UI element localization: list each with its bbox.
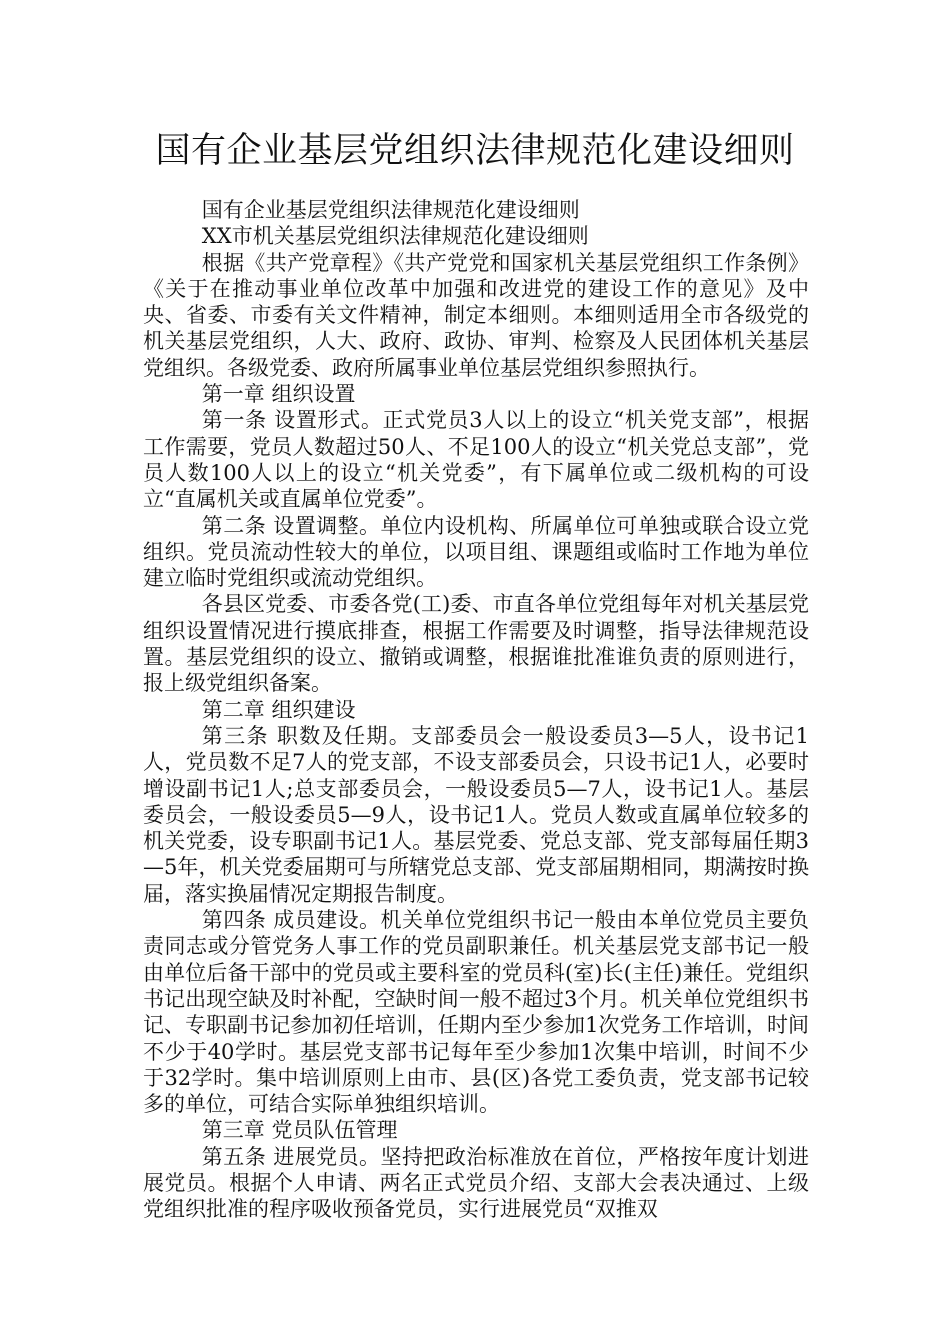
article-5: 第五条 进展党员。坚持把政治标准放在首位，严格按年度计划进展党员。根据个人申请、两名正式党员介绍、支部大会表决通过、上级党组织批准的程序吸收预备党员，实行进展党员“双推双 <box>143 1144 809 1222</box>
article-2-continued: 各县区党委、市委各党(工)委、市直各单位党组每年对机关基层党组织设置情况进行摸底排查，根据工作需要及时调整，指导法律规范设置。基层党组织的设立、撤销或调整，根据谁批准谁负责的原则进行，报上级党组织备案。 <box>143 592 809 696</box>
article-3: 第三条 职数及任期。支部委员会一般设委员3—5人，设书记1人，党员数不足7人的党支部，不设支部委员会，只设书记1人，必要时增设副书记1人;总支部委员会，一般设委员5—7人，设书记1人。基层委员会，一般设委员5—9人，设书记1人。党员人数或直属单位较多的机关党委，设专职副书记1人。基层党委、党总支部、党支部每届任期3—5年，机关党委届期可与所辖党总支部、党支部届期相同，期满按时换届，落实换届情况定期报告制度。 <box>143 723 809 906</box>
document-body <box>143 197 809 1223</box>
document-title: 国有企业基层党组织法律规范化建设细则 <box>155 131 795 171</box>
chapter-heading-3: 第三章 党员队伍管理 <box>201 1118 398 1143</box>
chapter-heading-2: 第二章 组织建设 <box>201 697 356 722</box>
article-1: 第一条 设置形式。正式党员3人以上的设立“机关党支部”，根据工作需要，党员人数超过50人、不足100人的设立“机关党总支部”，党员人数100人以上的设立“机关党委”，有下属单位或二级机构的可设立“直属机关或直属单位党委”。 <box>143 408 809 512</box>
paragraph-subtitle-2: XX市机关基层党组织法律规范化建设细则 <box>201 224 589 249</box>
article-2: 第二条 设置调整。单位内设机构、所属单位可单独或联合设立党组织。党员流动性较大的单位，以项目组、课题组或临时工作地为单位建立临时党组织或流动党组织。 <box>143 513 809 591</box>
paragraph-subtitle-1: 国有企业基层党组织法律规范化建设细则 <box>201 198 580 222</box>
article-4: 第四条 成员建设。机关单位党组织书记一般由本单位党员主要负责同志或分管党务人事工作的党员副职兼任。机关基层党支部书记一般由单位后备干部中的党员或主要科室的党员科(室)长(主任)兼任。党组织书记出现空缺及时补配，空缺时间一般不超过3个月。机关单位党组织书记、专职副书记参加初任培训，任期内至少参加1次党务工作培训，时间不少于40学时。基层党支部书记每年至少参加1次集中培训，时间不少于32学时。集中培训原则上由市、县(区)各党工委负责，党支部书记较多的单位，可结合实际单独组织培训。 <box>143 908 809 1117</box>
chapter-heading-1: 第一章 组织设置 <box>201 382 356 407</box>
paragraph-preamble: 根据《共产党章程》《共产党党和国家机关基层党组织工作条例》《关于在推动事业单位改革中加强和改进党的建设工作的意见》及中央、省委、市委有关文件精神，制定本细则。本细则适用全市各级党的机关基层党组织，人大、政府、政协、审判、检察及人民团体机关基层党组织。各级党委、政府所属事业单位基层党组织参照执行。 <box>143 250 809 380</box>
